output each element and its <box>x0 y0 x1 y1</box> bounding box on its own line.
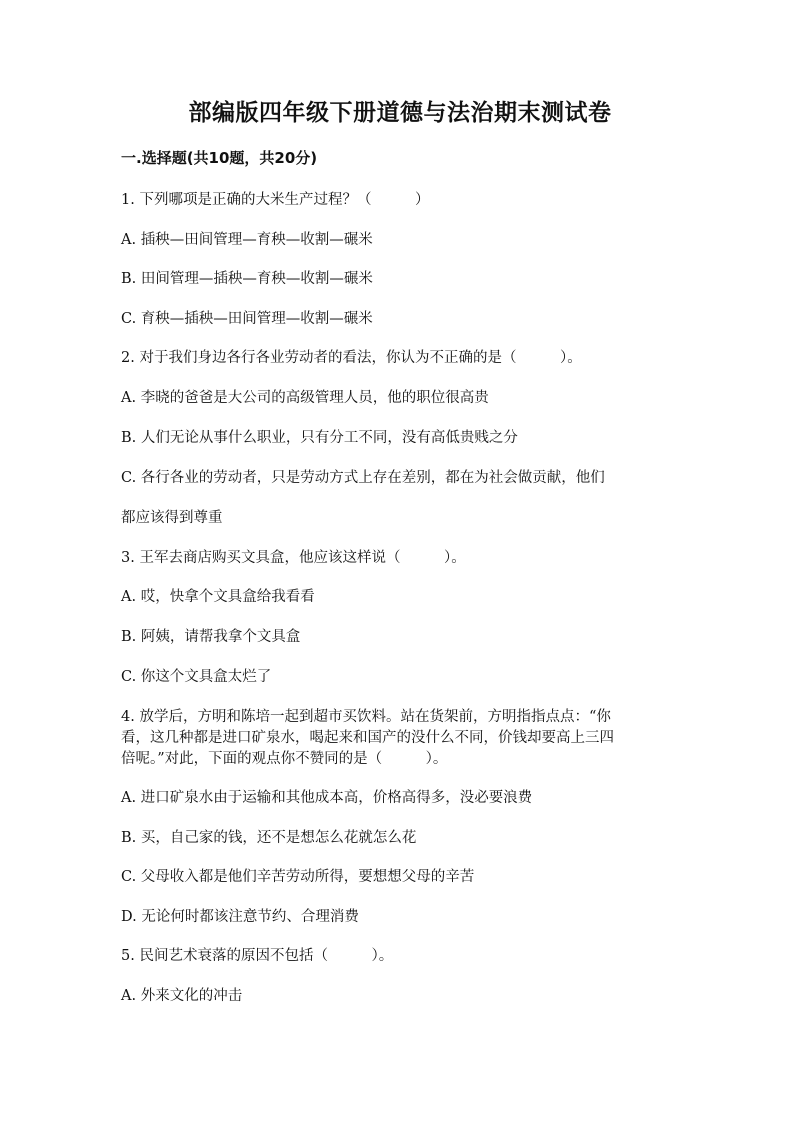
page-title: 部编版四年级下册道德与法治期末测试卷 <box>188 100 612 126</box>
section-heading: 一.选择题(共10题，共20分) <box>121 149 318 167</box>
question-4-line-2: 看，这几种都是进口矿泉水，喝起来和国产的没什么不同，价钱却要高上三四 <box>121 730 614 746</box>
q4-option-b: B. 买，自己家的钱，还不是想怎么花就怎么花 <box>121 830 417 846</box>
q4-option-a: A. 进口矿泉水由于运输和其他成本高，价格高得多，没必要浪费 <box>121 790 533 806</box>
question-4-line-3: 倍呢。”对此，下面的观点你不赞同的是（ ）。 <box>121 751 448 767</box>
q2-option-c: C. 各行各业的劳动者，只是劳动方式上存在差别，都在为社会做贡献，他们 <box>121 470 605 486</box>
q3-option-a: A. 哎，快拿个文具盒给我看看 <box>121 589 315 605</box>
q4-option-c: C. 父母收入都是他们辛苦劳动所得，要想想父母的辛苦 <box>121 869 475 885</box>
q2-option-c-continued: 都应该得到尊重 <box>121 510 223 526</box>
q3-option-b: B. 阿姨，请帮我拿个文具盒 <box>121 629 301 645</box>
q2-option-a: A. 李晓的爸爸是大公司的高级管理人员，他的职位很高贵 <box>121 390 489 406</box>
q1-option-c: C. 育秧—插秧—田间管理—收割—碾米 <box>121 311 373 327</box>
q3-option-c: C. 你这个文具盒太烂了 <box>121 669 272 685</box>
q4-option-d: D. 无论何时都该注意节约、合理消费 <box>121 909 359 925</box>
q1-option-a: A. 插秧—田间管理—育秧—收割—碾米 <box>121 232 373 248</box>
q2-option-b: B. 人们无论从事什么职业，只有分工不同，没有高低贵贱之分 <box>121 430 518 446</box>
question-4-line-1: 4. 放学后，方明和陈培一起到超市买饮料。站在货架前，方明指指点点：“你 <box>121 709 611 725</box>
question-5: 5. 民间艺术衰落的原因不包括（ ）。 <box>121 948 394 964</box>
question-1: 1. 下列哪项是正确的大米生产过程？（ ） <box>121 192 430 208</box>
question-2: 2. 对于我们身边各行各业劳动者的看法，你认为不正确的是（ ）。 <box>121 350 582 366</box>
q1-option-b: B. 田间管理—插秧—育秧—收割—碾米 <box>121 271 373 287</box>
question-3: 3. 王军去商店购买文具盒，他应该这样说（ ）。 <box>121 550 466 566</box>
q5-option-a: A. 外来文化的冲击 <box>121 988 243 1004</box>
